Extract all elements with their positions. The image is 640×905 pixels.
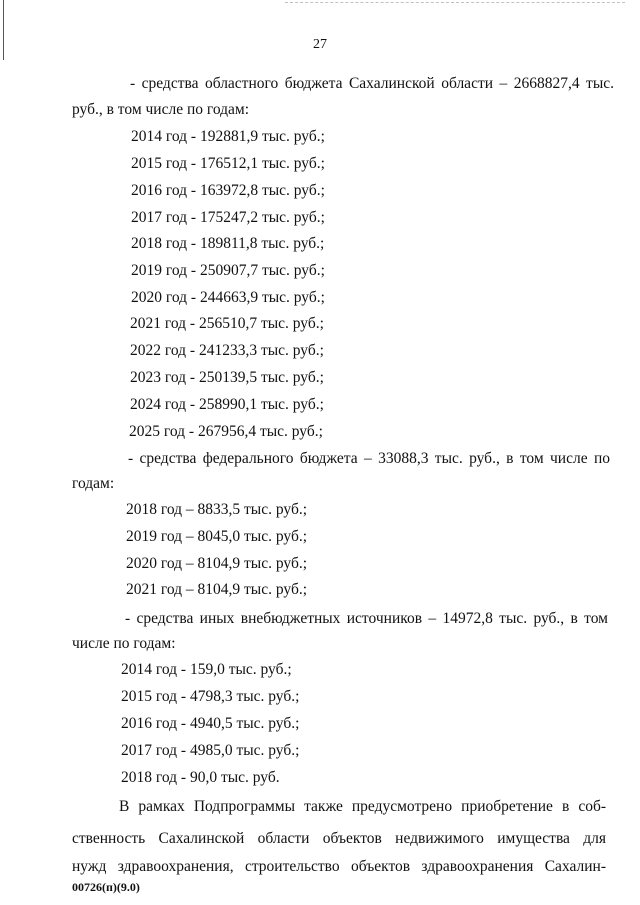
regional-year-item: 2022 год - 241233,3 тыс. руб.; [130,342,324,359]
other-sources-intro-cont: числе по годам: [72,635,176,652]
federal-budget-intro-cont: годам: [72,475,115,492]
regional-year-item: 2023 год - 250139,5 тыс. руб.; [130,369,324,386]
other-year-item: 2014 год - 159,0 тыс. руб.; [121,661,292,678]
other-year-item: 2015 год - 4798,3 тыс. руб.; [121,688,300,705]
footer-document-code: 00726(п)(9.0) [72,880,140,894]
federal-budget-intro: - средства федерального бюджета – 33088,3 тыс. руб., в том числе по [128,450,610,467]
federal-year-item: 2018 год – 8833,5 тыс. руб.; [126,501,308,518]
closing-paragraph-line: В рамках Подпрограммы также предусмотрено приобретение в соб- [119,798,606,815]
closing-paragraph-line: нужд здравоохранения, строительство объектов здравоохранения Сахалин- [72,858,606,875]
other-year-item: 2017 год - 4985,0 тыс. руб.; [121,742,300,759]
regional-year-item: 2014 год - 192881,9 тыс. руб.; [131,128,325,145]
other-sources-intro: - средства иных внебюджетных источников – 14972,8 тыс. руб., в том [125,610,608,627]
federal-year-item: 2019 год – 8045,0 тыс. руб.; [126,528,308,545]
regional-year-item: 2018 год - 189811,8 тыс. руб.; [131,235,325,252]
federal-year-item: 2020 год – 8104,9 тыс. руб.; [126,555,308,572]
regional-year-item: 2015 год - 176512,1 тыс. руб.; [131,155,325,172]
regional-year-item: 2021 год - 256510,7 тыс. руб.; [130,315,324,332]
regional-year-item: 2020 год - 244663,9 тыс. руб.; [131,289,325,306]
federal-year-item: 2021 год – 8104,9 тыс. руб.; [126,581,308,598]
scan-header-artifact [285,2,625,9]
page-number: 27 [313,37,327,52]
other-year-item: 2018 год - 90,0 тыс. руб. [121,769,280,786]
regional-year-item: 2019 год - 250907,7 тыс. руб.; [131,262,325,279]
regional-year-item: 2016 год - 163972,8 тыс. руб.; [131,182,325,199]
closing-paragraph-line: ственность Сахалинской области объектов недвижимого имущества для [72,830,606,847]
regional-year-item: 2017 год - 175247,2 тыс. руб.; [131,209,325,226]
regional-budget-intro: - средства областного бюджета Сахалинской области – 2668827,4 тыс. [130,75,614,92]
regional-year-item: 2024 год - 258990,1 тыс. руб.; [130,396,324,413]
regional-budget-intro-cont: руб., в том числе по годам: [72,101,250,118]
regional-year-item: 2025 год - 267956,4 тыс. руб.; [129,423,323,440]
other-year-item: 2016 год - 4940,5 тыс. руб.; [121,715,300,732]
